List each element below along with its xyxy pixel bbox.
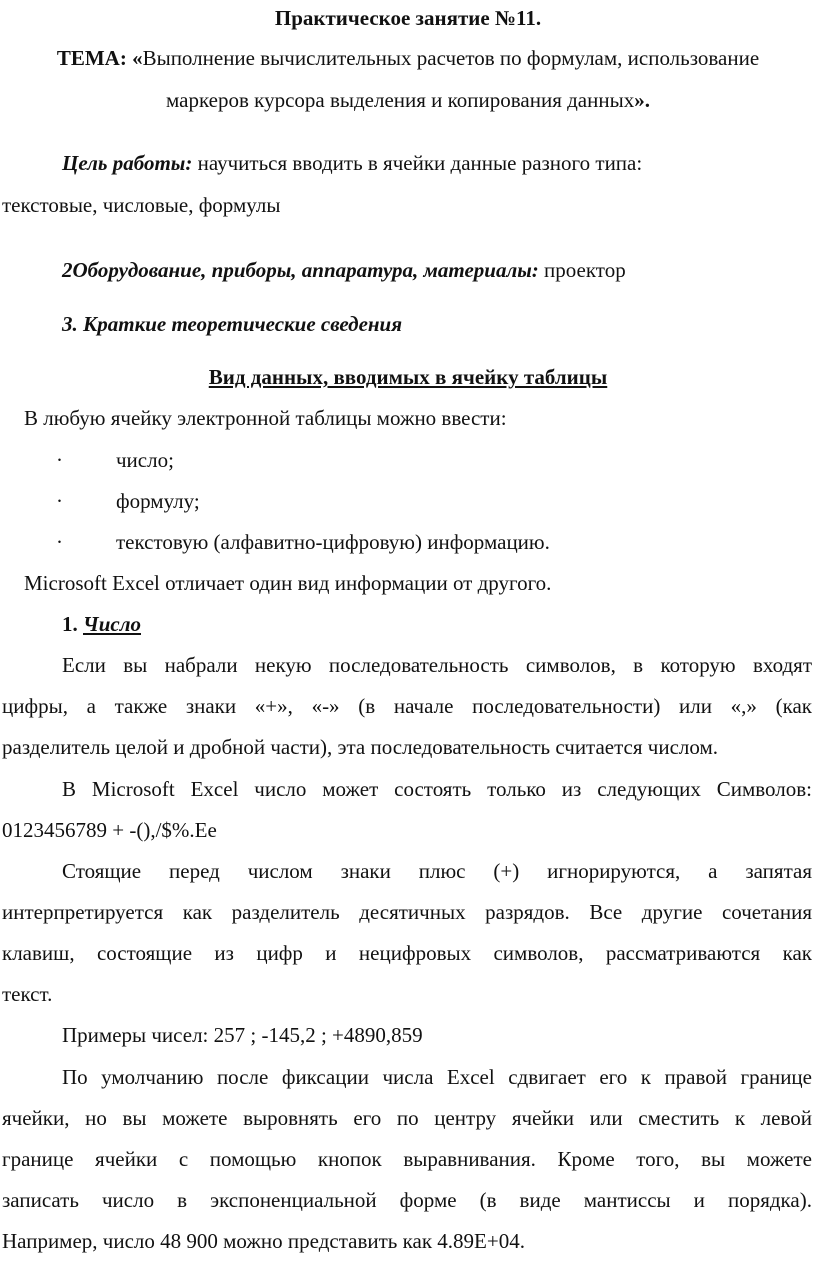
paragraph-line: Если вы набрали некую последовательность символов, в которую входят bbox=[62, 653, 812, 677]
goal-label: Цель работы: bbox=[62, 151, 193, 175]
paragraph-line: границе ячейки с помощью кнопок выравнивания. Кроме того, вы можете bbox=[2, 1147, 812, 1171]
list-item-text: формулу; bbox=[116, 489, 200, 513]
topic-text-1: Выполнение вычислительных расчетов по формулам, использование bbox=[142, 46, 760, 70]
intro-text: В любую ячейку электронной таблицы можно ввести: bbox=[24, 406, 507, 430]
bullet-icon: · bbox=[56, 448, 63, 472]
paragraph-line: Например, число 48 900 можно представить как 4.89E+04. bbox=[2, 1229, 525, 1253]
equipment-line bbox=[62, 257, 816, 284]
equipment-label: 2Оборудование, приборы, аппаратура, материалы: bbox=[62, 258, 539, 282]
paragraph-line: записать число в экспоненциальной форме (в виде мантиссы и порядка). bbox=[2, 1188, 812, 1212]
goal-line bbox=[62, 150, 816, 177]
bullet-icon: · bbox=[56, 489, 63, 513]
topic-line-1 bbox=[0, 45, 816, 72]
number-heading-num: 1. bbox=[62, 612, 83, 636]
goal-text-1: научиться вводить в ячейки данные разного типа: bbox=[192, 151, 643, 175]
goal-text-2: текстовые, числовые, формулы bbox=[2, 193, 281, 217]
number-heading-text: Число bbox=[83, 612, 141, 636]
topic-label: ТЕМА: « bbox=[56, 46, 143, 70]
list-item-text: число; bbox=[116, 448, 174, 472]
paragraph-line: клавиш, состоящие из цифр и нецифровых символов, рассматриваются как bbox=[2, 941, 812, 965]
paragraph-line: интерпретируется как разделитель десятичных разрядов. Все другие сочетания bbox=[2, 900, 812, 924]
paragraph-line: 0123456789 + -(),/$%.Ee bbox=[2, 818, 217, 842]
equipment-text: проектор bbox=[538, 258, 626, 282]
list-item-text: текстовую (алфавитно-цифровую) информацию. bbox=[116, 530, 550, 554]
examples-line: Примеры чисел: 257 ; -145,2 ; +4890,859 bbox=[62, 1023, 423, 1047]
section-heading: Вид данных, вводимых в ячейку таблицы bbox=[208, 365, 608, 389]
paragraph-line: разделитель целой и дробной части), эта последовательность считается числом. bbox=[2, 735, 719, 759]
paragraph-line: цифры, а также знаки «+», «-» (в начале последовательности) или «,» (как bbox=[2, 694, 812, 718]
paragraph-line: ячейки, но вы можете выровнять его по центру ячейки или сместить к левой bbox=[2, 1106, 812, 1130]
paragraph-line: По умолчанию после фиксации числа Excel сдвигает его к правой границе bbox=[62, 1065, 812, 1089]
topic-close: ». bbox=[634, 88, 650, 112]
paragraph-line: Стоящие перед числом знаки плюс (+) игнорируются, а запятая bbox=[62, 859, 812, 883]
bullet-icon: · bbox=[56, 530, 63, 554]
paragraph-line: текст. bbox=[2, 982, 53, 1006]
paragraph-line: В Microsoft Excel число может состоять только из следующих Символов: bbox=[62, 777, 812, 801]
number-heading bbox=[62, 611, 816, 638]
topic-text-2: маркеров курсора выделения и копирования данных bbox=[166, 88, 635, 112]
topic-line-2 bbox=[0, 87, 816, 114]
excel-line: Microsoft Excel отличает один вид информации от другого. bbox=[24, 571, 552, 595]
theory-heading: 3. Краткие теоретические сведения bbox=[62, 312, 403, 336]
document-title: Практическое занятие №11. bbox=[274, 6, 542, 30]
